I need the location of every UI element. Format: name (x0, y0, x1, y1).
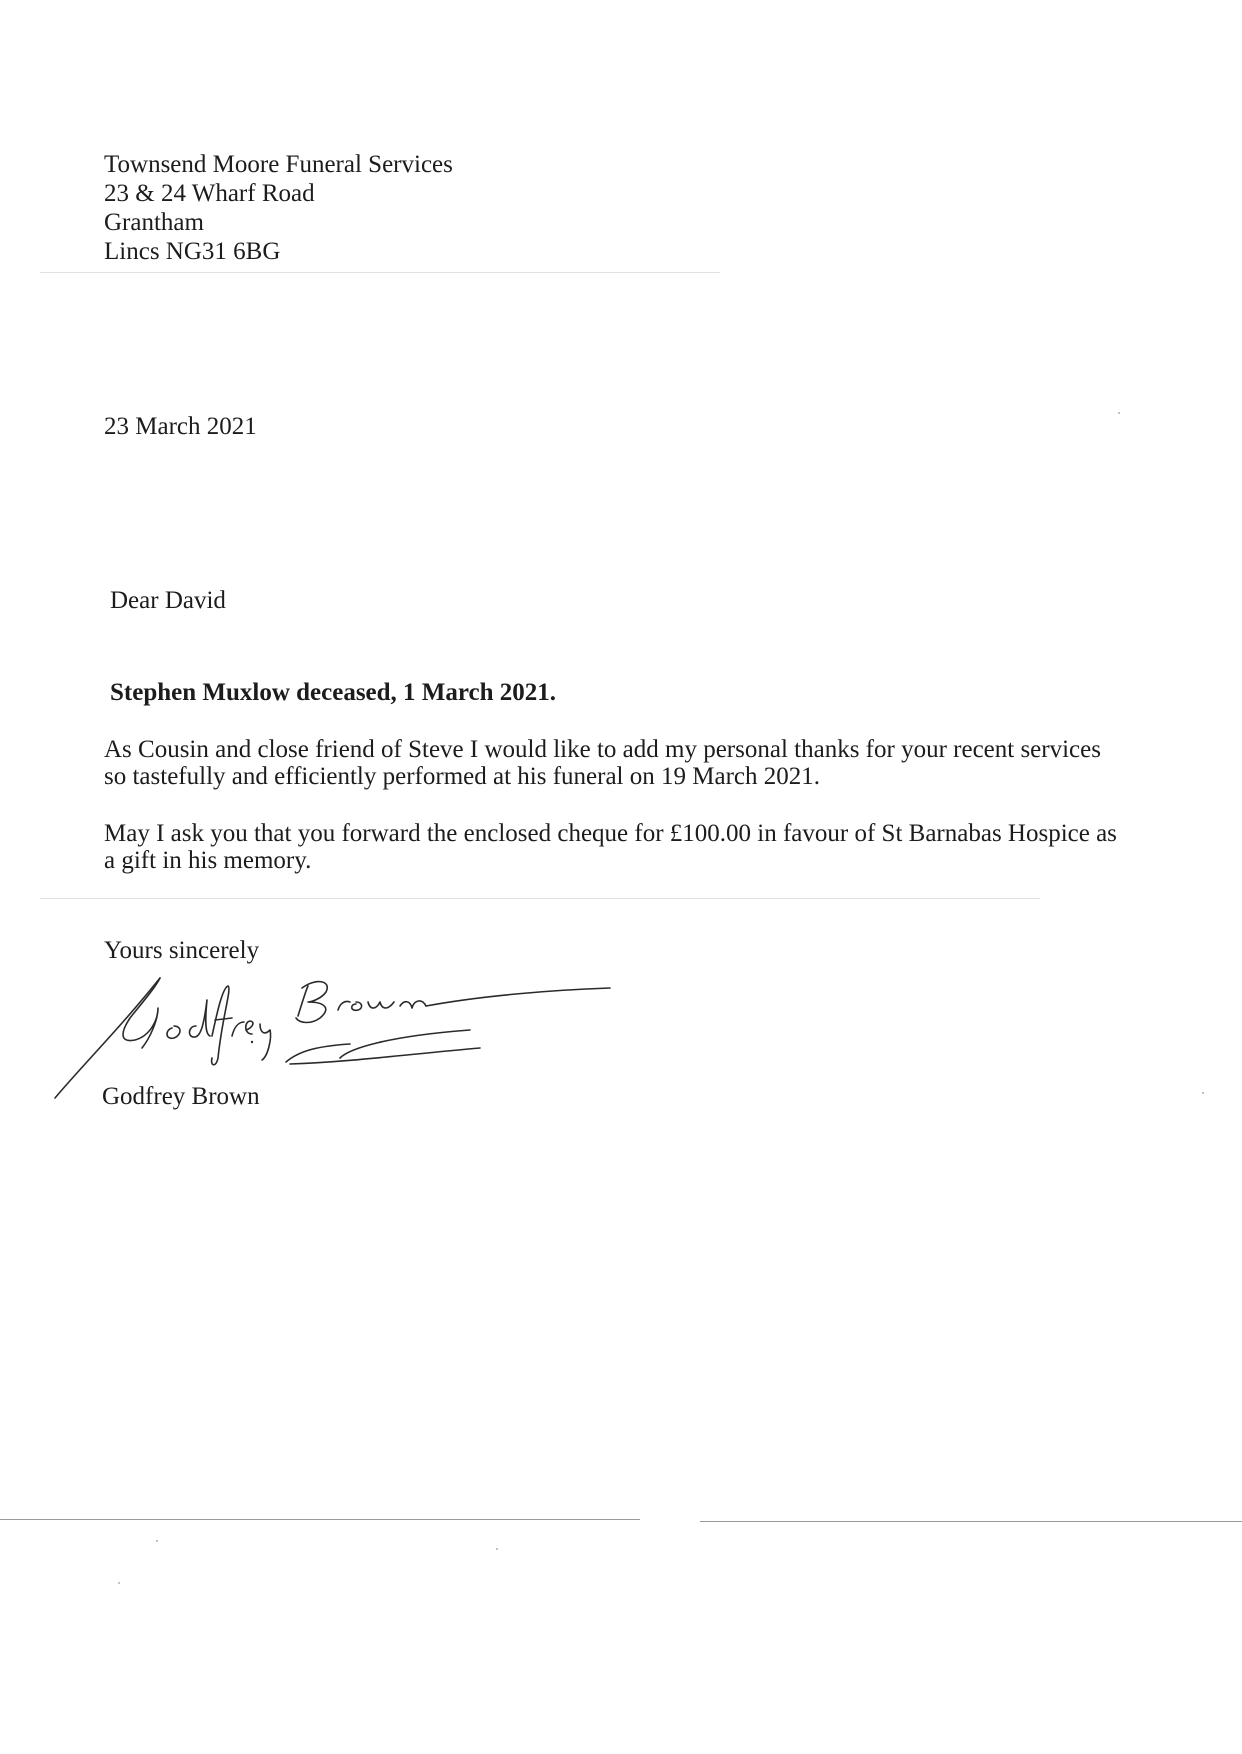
body-paragraph-2 (104, 820, 1117, 874)
address-line: Townsend Moore Funeral Services (104, 151, 453, 178)
scan-artifact-line (0, 1519, 640, 1520)
signer-name: Godfrey Brown (102, 1083, 260, 1110)
scan-artifact-line (40, 272, 720, 273)
address-line: Lincs NG31 6BG (104, 238, 281, 265)
address-line: Grantham (104, 209, 204, 236)
paragraph-line: As Cousin and close friend of Steve I would like to add my personal thanks for your recent services (104, 736, 1101, 763)
recipient-address (104, 150, 453, 266)
scan-artifact-line (700, 1521, 1242, 1522)
closing: Yours sincerely (104, 937, 260, 964)
scan-artifact-line (40, 898, 1040, 899)
paragraph-line: so tastefully and efficiently performed at his funeral on 19 March 2021. (104, 763, 820, 790)
scan-speck (1118, 412, 1120, 414)
body-paragraph-1 (104, 736, 1101, 790)
scan-speck (118, 1582, 120, 1584)
paragraph-line: May I ask you that you forward the enclosed cheque for £100.00 in favour of St Barnabas Hospice as (104, 820, 1117, 847)
address-line: 23 & 24 Wharf Road (104, 180, 315, 207)
scan-speck (156, 1540, 158, 1542)
letter-date: 23 March 2021 (104, 413, 257, 440)
scan-speck (496, 1548, 498, 1550)
paragraph-line: a gift in his memory. (104, 847, 312, 874)
salutation: Dear David (110, 587, 226, 614)
subject-line: Stephen Muxlow deceased, 1 March 2021. (110, 679, 557, 706)
scan-speck (1202, 1092, 1204, 1094)
